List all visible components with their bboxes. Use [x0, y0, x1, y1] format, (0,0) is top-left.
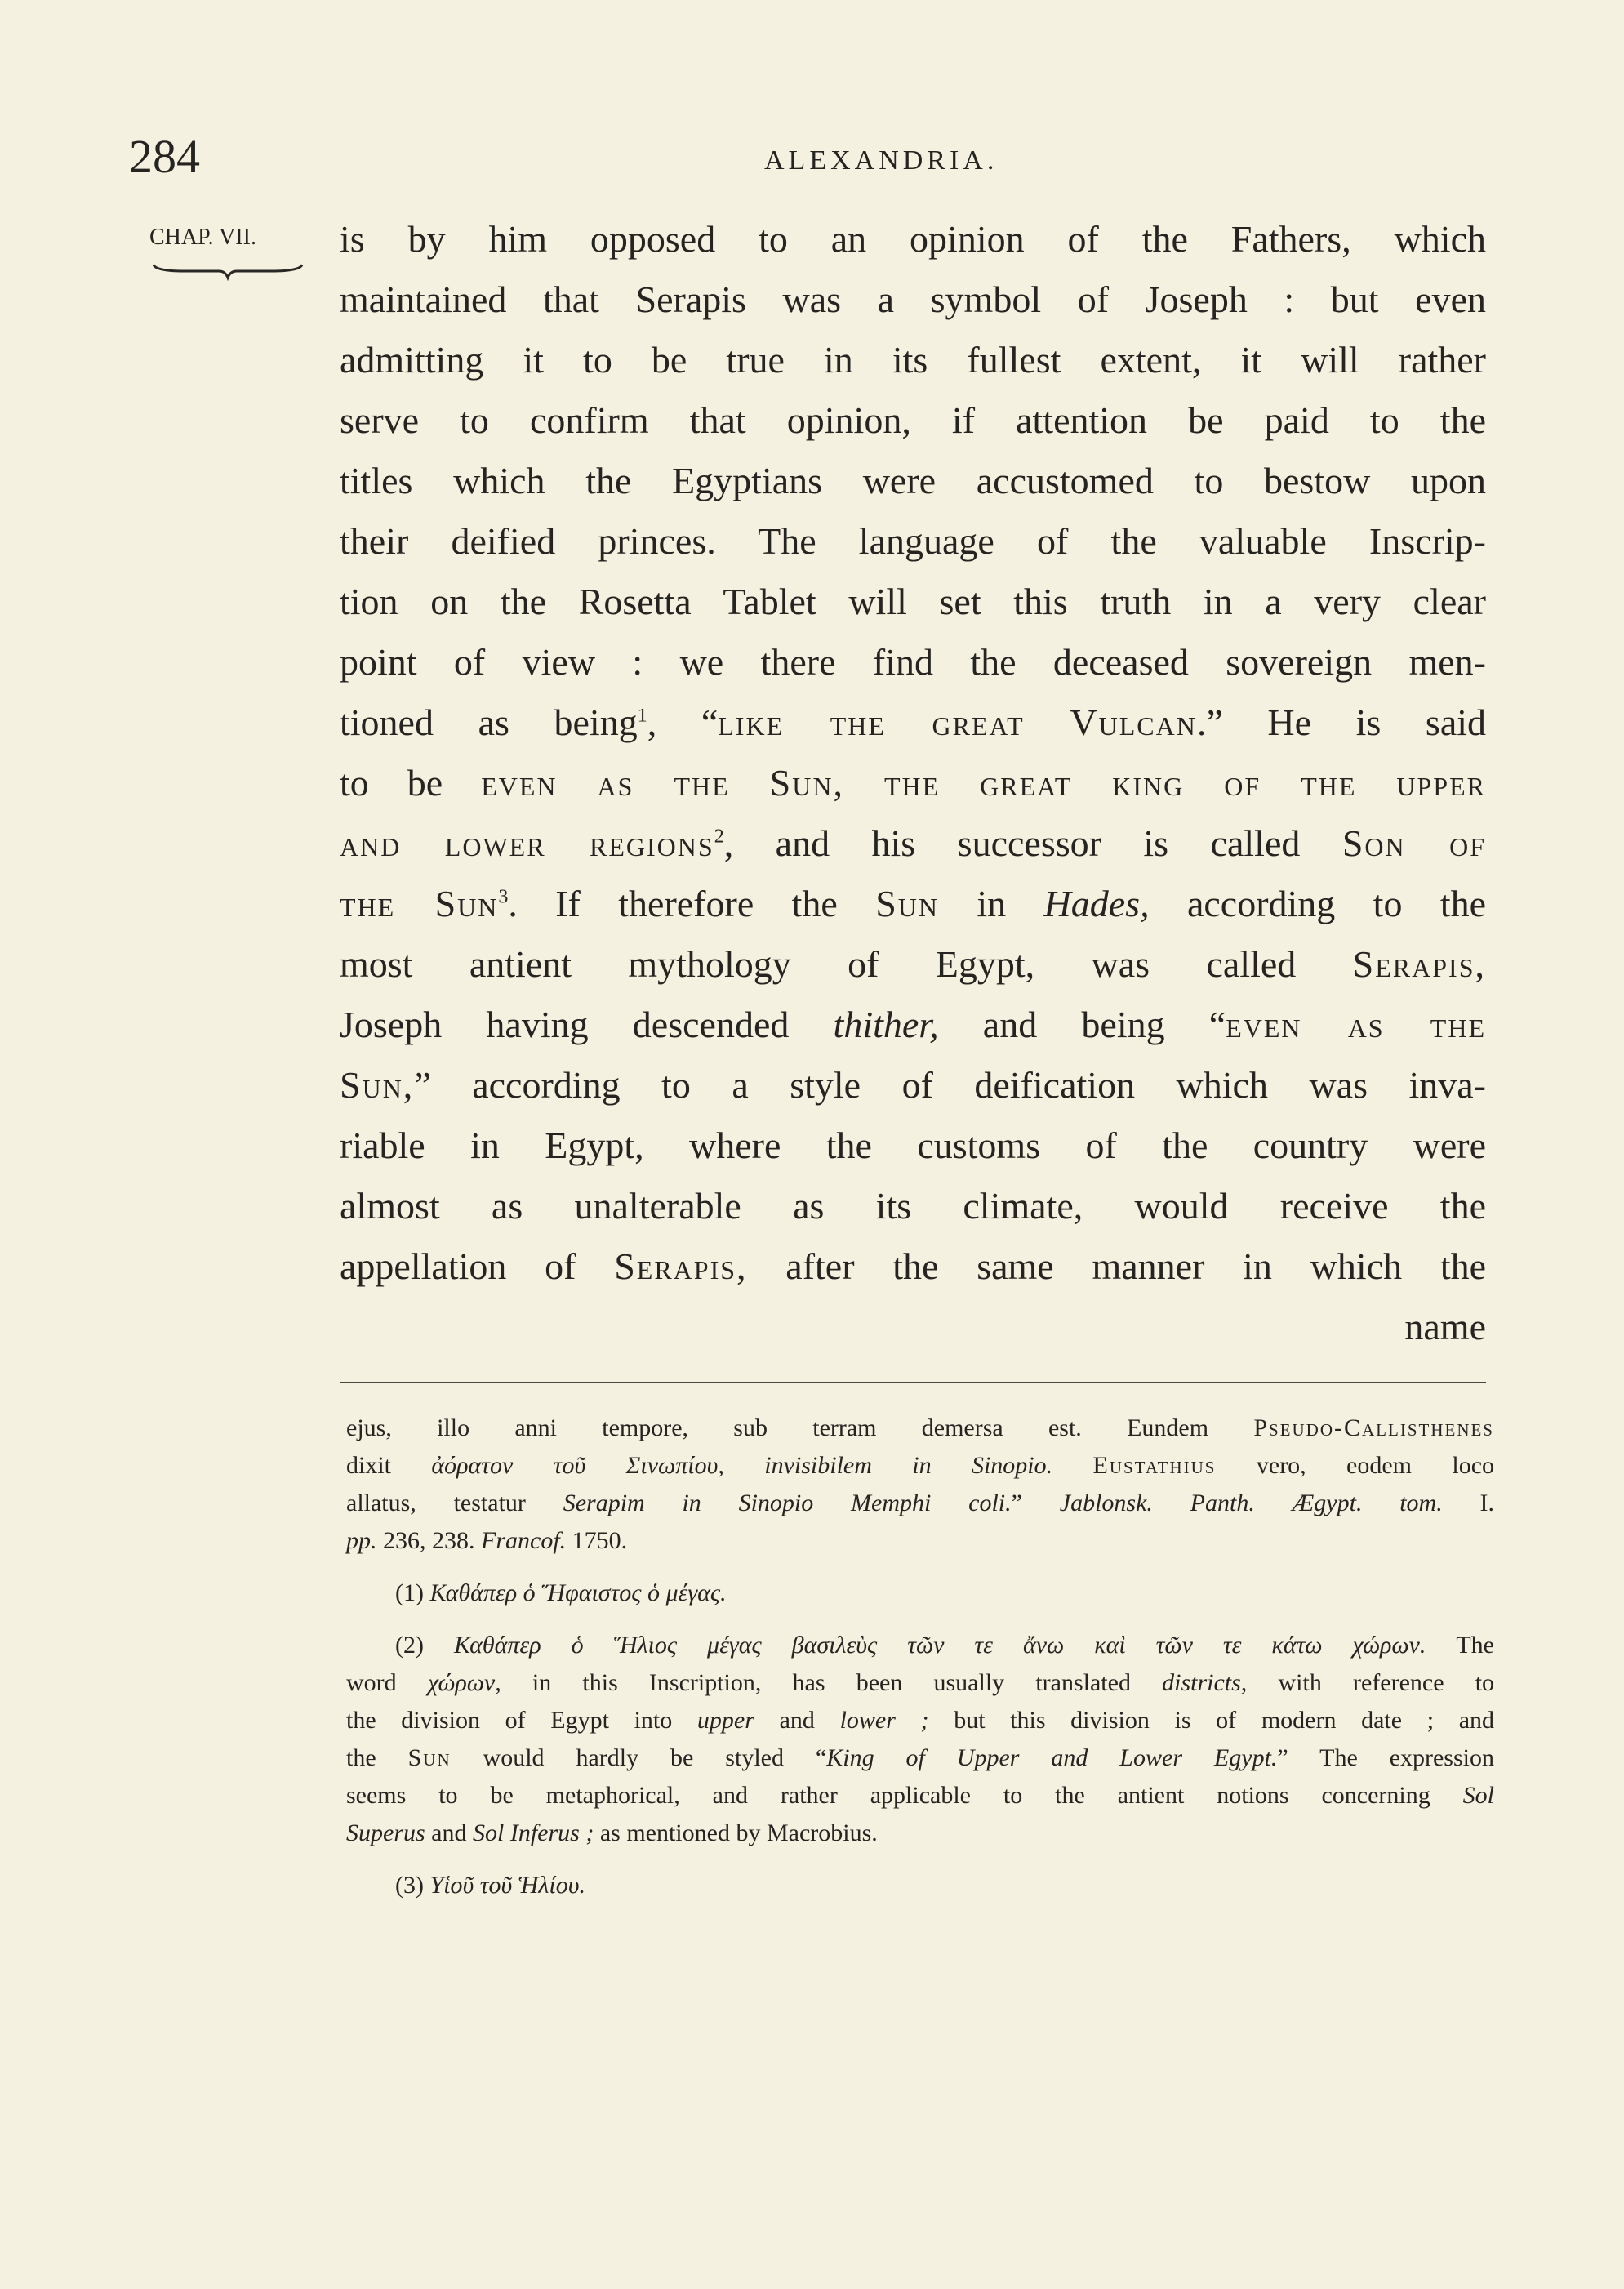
footnote-line: allatus, testatur Serapim in Sinopio Memphi coli.” Jablonsk. Panth. Ægypt. tom. I. [346, 1490, 1495, 1516]
text-line: point of view : we there find the deceased sovereign men- [340, 641, 1486, 683]
text-line: most antient mythology of Egypt, was called Serapis, [340, 943, 1486, 985]
running-head: ALEXANDRIA. [764, 145, 999, 176]
text-line: serve to confirm that opinion, if attention be paid to the [340, 399, 1486, 441]
footnote-line: (2) Καθάπερ ὁ Ἥλιος μέγας βασιλεὺς τῶν τε ἄνω καὶ τῶν τε κάτω χώρων. The [395, 1632, 1494, 1659]
footnote-ref-1: 1 [637, 705, 647, 727]
footnote-line: (3) Υἱοῦ τοῦ Ἡλίου. [395, 1872, 585, 1899]
text-line: to be even as the Sun, the great king of the upper [340, 762, 1486, 804]
footnote-line: dixit ἀόρατον τοῦ Σινωπίου, invisibilem in Sinopio. Eustathius vero, eodem loco [346, 1452, 1495, 1479]
text-line: Joseph having descended thither, and being “even as the [340, 1004, 1486, 1045]
footnote-continuation [346, 1409, 1494, 1560]
page-number: 284 [129, 130, 200, 183]
footnote-1 [346, 1574, 1494, 1612]
text-line: the Sun$^3$. If therefore the Sun in Hades, according to the [340, 883, 1487, 924]
text-line: their deified princes. The language of the valuable Inscrip- [340, 520, 1486, 562]
text-line: riable in Egypt, where the customs of the country were [340, 1124, 1486, 1166]
text-line: Sun,” according to a style of deification which was inva- [340, 1064, 1486, 1106]
footnote-line: (1) Καθάπερ ὁ Ἥφαιστος ὁ μέγας. [395, 1579, 727, 1606]
footnotes [346, 1409, 1494, 1904]
footnote-line: ejus, illo anni tempore, sub terram demersa est. Eundem Pseudo-Callisthenes [346, 1414, 1494, 1441]
text-line: appellation of Serapis, after the same manner in which the [340, 1245, 1487, 1287]
footnote-line: word χώρων, in this Inscription, has been usually translated districts, with reference to [346, 1669, 1495, 1696]
text-line: almost as unalterable as its climate, would receive the [340, 1185, 1486, 1227]
footnote-rule [340, 1382, 1486, 1383]
text-line: tioned as being$^1$, “like the great Vulcan.” He is said [340, 701, 1487, 743]
footnote-line: seems to be metaphorical, and rather applicable to the antient notions concerning Sol [346, 1782, 1494, 1809]
footnote-line: the Sun would hardly be styled “King of Upper and Lower Egypt.” The expression [346, 1744, 1494, 1771]
footnote-2 [346, 1627, 1494, 1852]
footnote-ref-2: 2 [714, 826, 724, 848]
text-line: maintained that Serapis was a symbol of Joseph : but even [340, 278, 1486, 320]
chapter-brace-ornament [152, 260, 304, 281]
text-line: tion on the Rosetta Tablet will set this truth in a very clear [340, 581, 1486, 622]
footnote-line: the division of Egypt into upper and lower ; but this division is of modern date ; and [346, 1707, 1495, 1734]
text-line: is by him opposed to an opinion of the Fathers, which [340, 218, 1486, 260]
text-line: and lower regions$^2$, and his successor is called Son of [340, 822, 1487, 864]
footnote-line: pp. 236, 238. Francof. 1750. [346, 1527, 628, 1554]
main-text [340, 209, 1486, 1357]
catchword: name [1404, 1306, 1486, 1347]
footnote-3 [346, 1867, 1494, 1904]
footnote-line: Superus and Sol Inferus ; as mentioned by Macrobius. [346, 1819, 878, 1846]
footnote-ref-3: 3 [498, 886, 509, 908]
chapter-label: CHAP. VII. [149, 225, 256, 250]
text-line: titles which the Egyptians were accustomed to bestow upon [340, 460, 1486, 501]
text-line: admitting it to be true in its fullest extent, it will rather [340, 339, 1486, 381]
